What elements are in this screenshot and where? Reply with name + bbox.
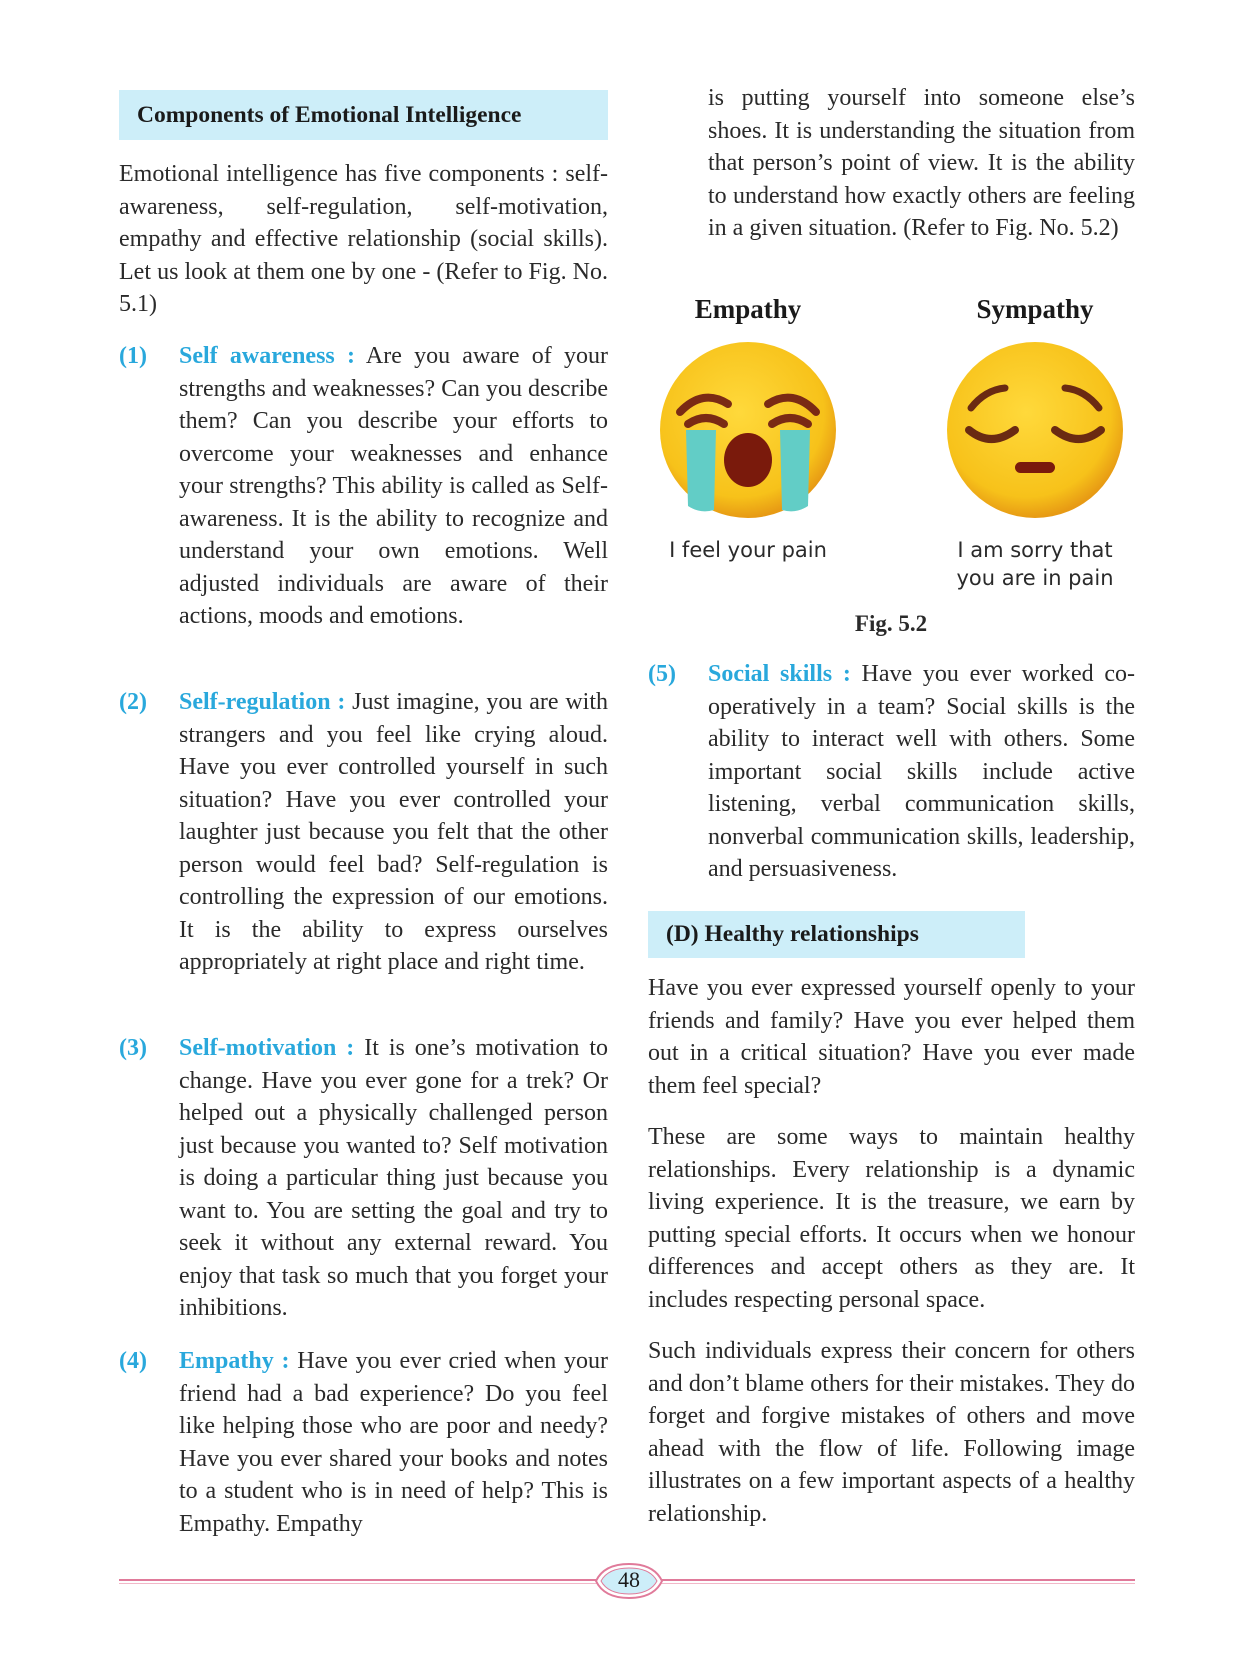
crying-face-icon	[648, 338, 848, 528]
item-text: Have you ever worked co-operatively in a team? Social skills is the ability to interact well with others. Some important social skills include active listening, verbal communication skills, nonverbal communication skills, leadership, and persuasiveness.	[708, 661, 1136, 882]
list-item-self-awareness	[119, 340, 608, 633]
paragraph-3: Such individuals express their concern for others and don’t blame others for their mistakes. They do forget and forgive mistakes of others and move ahead with the flow of life. Following image illustrates on a few important aspects of a healthy relationship.	[648, 1338, 1135, 1527]
section-heading-components	[119, 90, 608, 140]
sympathy-title: Sympathy	[976, 294, 1094, 324]
sympathy-caption	[935, 536, 1135, 592]
item-number: (3)	[119, 1035, 147, 1061]
item-number: (5)	[648, 661, 676, 687]
paragraph-1: Have you ever expressed yourself openly to your friends and family? Have you ever helped them out in a critical situation? Have you ever made them feel special?	[648, 975, 1135, 1099]
list-item-social-skills	[648, 658, 1135, 886]
empathy-title: Empathy	[694, 294, 802, 324]
term-self-motivation: Self-motivation :	[179, 1035, 355, 1061]
term-self-regulation: Self-regulation :	[179, 689, 346, 715]
paragraph-2: These are some ways to maintain healthy relationships. Every relationship is a dynamic living experience. It is the treasure, we earn by putting special efforts. It occurs when we honour differences and accept others as they are. It includes respecting personal space.	[648, 1124, 1135, 1313]
term-social-skills: Social skills :	[708, 661, 851, 687]
item-number: (2)	[119, 689, 147, 715]
intro-paragraph: Emotional intelligence has five components : self-awareness, self-regulation, self-motivation, empathy and effective relationship (social skills). Let us look at them one by one - (Refer to Fig. No. 5.1)	[119, 161, 608, 317]
sad-face-icon	[935, 338, 1135, 528]
section-heading-healthy-relationships	[648, 911, 1025, 958]
sympathy-caption-line2: you are in pain	[956, 566, 1114, 590]
empathy-caption: I feel your pain	[669, 538, 827, 562]
heading-text: (D) Healthy relationships	[666, 921, 919, 947]
item-text: Are you aware of your strengths and weaknesses? Can you describe them? Can you describe your efforts to overcome your weaknesses and enhance your strengths? This ability is called as Self-awareness. It is the ability to recognize and understand your own emotions. Well adjusted individuals are aware of their actions, moods and emotions.	[179, 343, 608, 629]
item-number: (1)	[119, 343, 147, 369]
list-item-empathy	[119, 1345, 608, 1540]
item-text: It is one’s motivation to change. Have you ever gone for a trek? Or helped out a physically challenged person just because you wanted to? Self motivation is doing a particular thing just because you want to. You are setting the goal and try to seek it without any external reward. You enjoy that task so much that you forget your inhibitions.	[179, 1035, 608, 1321]
list-item-self-regulation	[119, 686, 608, 979]
item-number: (4)	[119, 1348, 147, 1374]
heading-text: Components of Emotional Intelligence	[137, 101, 522, 128]
item-text: Have you ever cried when your friend had a bad experience? Do you feel like helping those who are poor and needy? Have you ever shared your books and notes to a student who is in need of help? This is Empathy. Empathy	[179, 1348, 609, 1537]
term-self-awareness: Self awareness :	[179, 343, 355, 369]
item-text: Just imagine, you are with strangers and you feel like crying aloud. Have you ever controlled yourself in such situation? Have you ever controlled your laughter just because you felt that the other person would feel bad? Self-regulation is controlling the expression of our emotions. It is the ability to express ourselves appropriately at right place and right time.	[179, 689, 608, 975]
empathy-continuation: is putting yourself into someone else’s shoes. It is understanding the situation from that person’s point of view. It is the ability to understand how exactly others are feeling in a given situation. (Refer to Fig. No. 5.2)	[708, 85, 1135, 241]
figure-label: Fig. 5.2	[854, 611, 928, 636]
page-number: 48	[618, 1567, 640, 1592]
list-item-self-motivation	[119, 1032, 608, 1325]
term-empathy: Empathy :	[179, 1348, 290, 1374]
sympathy-caption-line1: I am sorry that	[957, 538, 1113, 562]
